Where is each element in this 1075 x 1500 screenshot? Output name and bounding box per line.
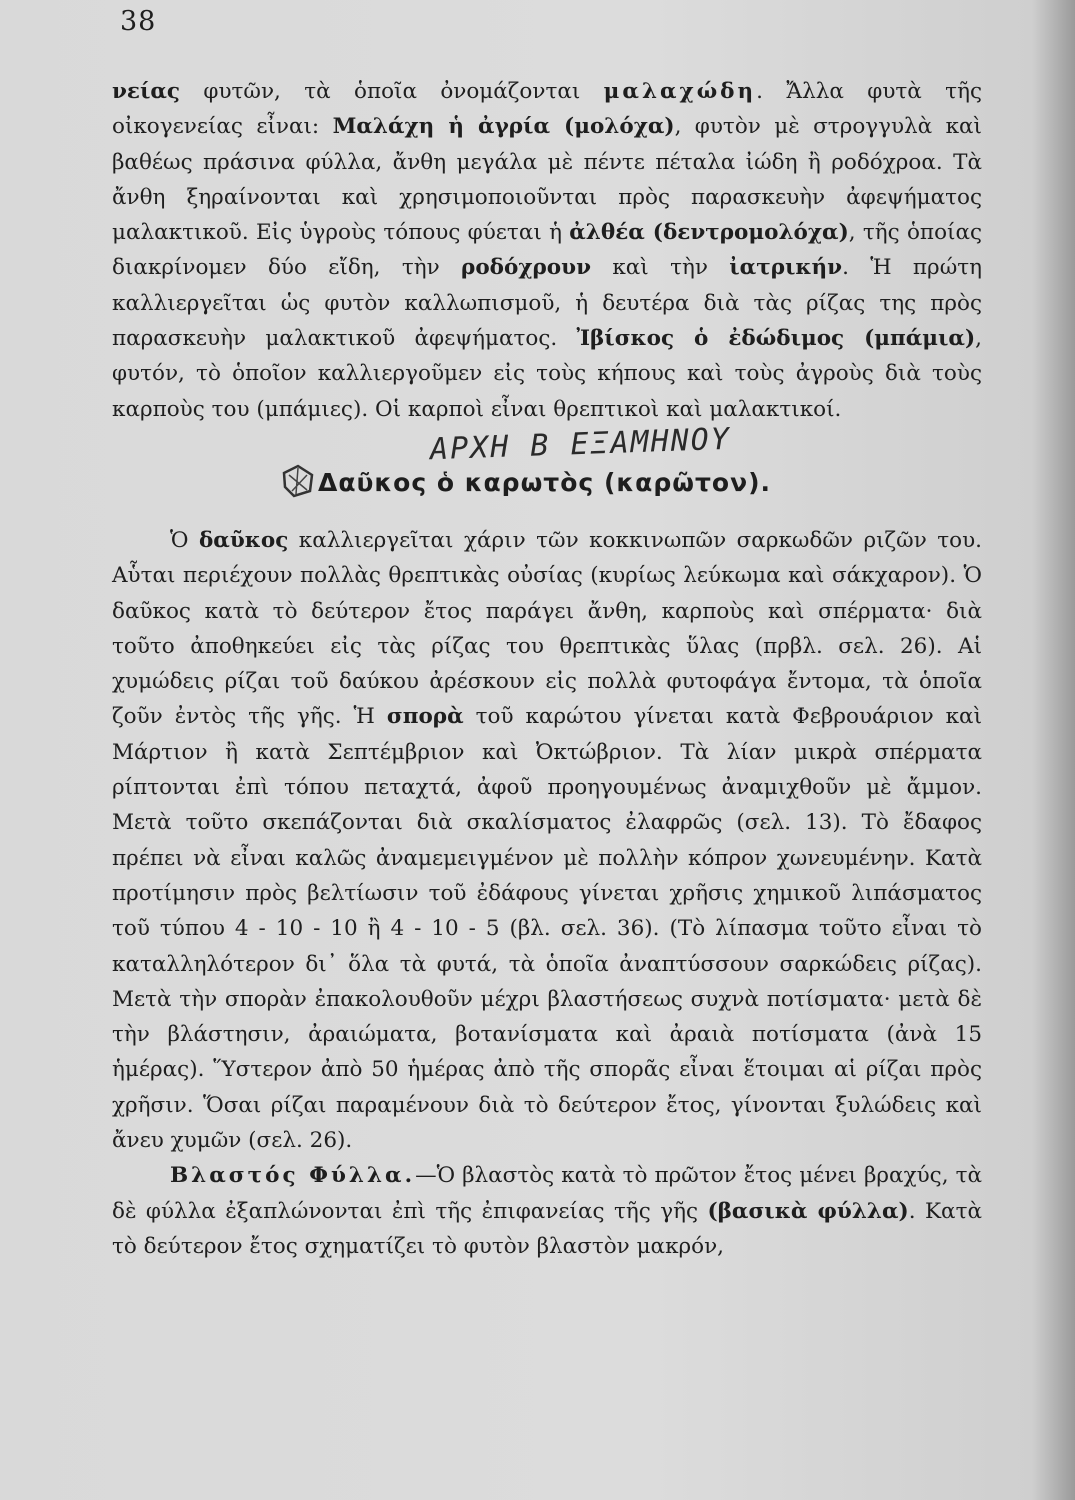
section-header-area bbox=[112, 421, 982, 523]
handwritten-note: ΑΡΧΗ Β ΕΞΑΜΗΝΟΥ bbox=[429, 421, 732, 468]
page-body bbox=[112, 74, 982, 1264]
section-heading: Δαῦκος ὁ καρωτὸς (καρῶτον). bbox=[318, 467, 772, 497]
paragraph-carrot: Ὁ δαῦκος καλλιεργεῖται χάριν τῶν κοκκινωπῶν σαρκωδῶν ριζῶν του. Αὗται περιέχουν πολλὰς θρεπτικὰς οὐσίας (κυρίως λεύκωμα καὶ σάκχαρον). Ὁ δαῦκος κατὰ τὸ δεύτερον ἔτος παράγει ἄνθη, καρποὺς καὶ σπέρματα· διὰ τοῦτο ἀποθηκεύει εἰς τὰς ρίζας του θρεπτικὰς ὕλας (πρβλ. σελ. 26). Αἱ χυμώδεις ρίζαι τοῦ δαύκου ἀρέσκουν εἰς πολλὰ φυτοφάγα ἔντομα, τὰ ὁποῖα ζοῦν ἐντὸς τῆς γῆς. Ἡ σπορὰ τοῦ καρώτου γίνεται κατὰ Φεβρουάριον καὶ Μάρτιον ἢ κατὰ Σεπτέμβριον καὶ Ὀκτώβριον. Τὰ λίαν μικρὰ σπέρματα ρίπτονται ἐπὶ τόπου πεταχτά, ἀφοῦ προηγουμένως ἀναμιχθοῦν μὲ ἄμμον. Μετὰ τοῦτο σκεπάζονται διὰ σκαλίσματος ἐλαφρῶς (σελ. 13). Τὸ ἔδαφος πρέπει νὰ εἶναι καλῶς ἀναμεμειγμένον μὲ πολλὴν κόπρον χωνευμένην. Κατὰ προτίμησιν πρὸς βελτίωσιν τοῦ ἐδάφους γίνεται χρῆσις χημικοῦ λιπάσματος τοῦ τύπου 4 - 10 - 10 ἢ 4 - 10 - 5 (βλ. σελ. 36). (Τὸ λίπασμα τοῦτο εἶναι τὸ καταλληλότερον δι᾿ ὅλα τὰ φυτά, τὰ ὁποῖα ἀναπτύσσουν σαρκώδεις ρίζας). Μετὰ τὴν σπορὰν ἐπακολουθοῦν μέχρι βλαστήσεως συχνὰ ποτίσματα· μετὰ δὲ τὴν βλάστησιν, ἀραιώματα, βοτανίσματα καὶ ἀραιὰ ποτίσματα (ἀνὰ 15 ἡμέρας). Ὕστερον ἀπὸ 50 ἡμέρας ἀπὸ τῆς σπορᾶς εἶναι ἕτοιμαι αἱ ρίζαι πρὸς χρῆσιν. Ὅσαι ρίζαι παραμένουν διὰ τὸ δεύτερον ἔτος, γίνονται ξυλώδεις καὶ ἄνευ χυμῶν (σελ. 26). bbox=[112, 527, 983, 1154]
paragraph-stem-leaves: Βλαστός Φύλλα.—Ὁ βλαστὸς κατὰ τὸ πρῶτον ἔτος μένει βραχύς, τὰ δὲ φύλλα ἐξαπλώνονται ἐπὶ τῆς ἐπιφανείας τῆς γῆς (βασικὰ φύλλα). Κατὰ τὸ δεύτερον ἔτος σχηματίζει τὸ φυτὸν βλαστὸν μακρόν, bbox=[112, 1163, 983, 1259]
stamp-mark-icon bbox=[280, 463, 316, 499]
page-number: 38 bbox=[120, 6, 157, 37]
paragraph-mallow-family: νείας φυτῶν, τὰ ὁποῖα ὀνομάζονται μαλαχώδη. Ἄλλα φυτὰ τῆς οἰκογενείας εἶναι: Μαλάχη ἡ ἀγρία (μολόχα), φυτὸν μὲ στρογγυλὰ καὶ βαθέως πράσινα φύλλα, ἄνθη μεγάλα μὲ πέντε πέταλα ἰώδη ἢ ροδόχροα. Τὰ ἄνθη ξηραίνονται καὶ χρησιμοποιοῦνται πρὸς παρασκευὴν ἀφεψήματος μαλακτικοῦ. Εἰς ὑγροὺς τόπους φύεται ἡ ἀλθέα (δεντρομολόχα), τῆς ὁποίας διακρίνομεν δύο εἴδη, τὴν ροδόχρουν καὶ τὴν ἰατρικήν. Ἡ πρώτη καλλιεργεῖται ὡς φυτὸν καλλωπισμοῦ, ἡ δευτέρα διὰ τὰς ρίζας της πρὸς παρασκευὴν μαλακτικοῦ ἀφεψήματος. Ἰβίσκος ὁ ἐδώδιμος (μπάμια), φυτόν, τὸ ὁποῖον καλλιεργοῦμεν εἰς τοὺς κήπους καὶ τοὺς ἀγροὺς διὰ τοὺς καρποὺς του (μπάμιες). Οἱ καρποὶ εἶναι θρεπτικοὶ καὶ μαλακτικοί. bbox=[112, 79, 983, 422]
